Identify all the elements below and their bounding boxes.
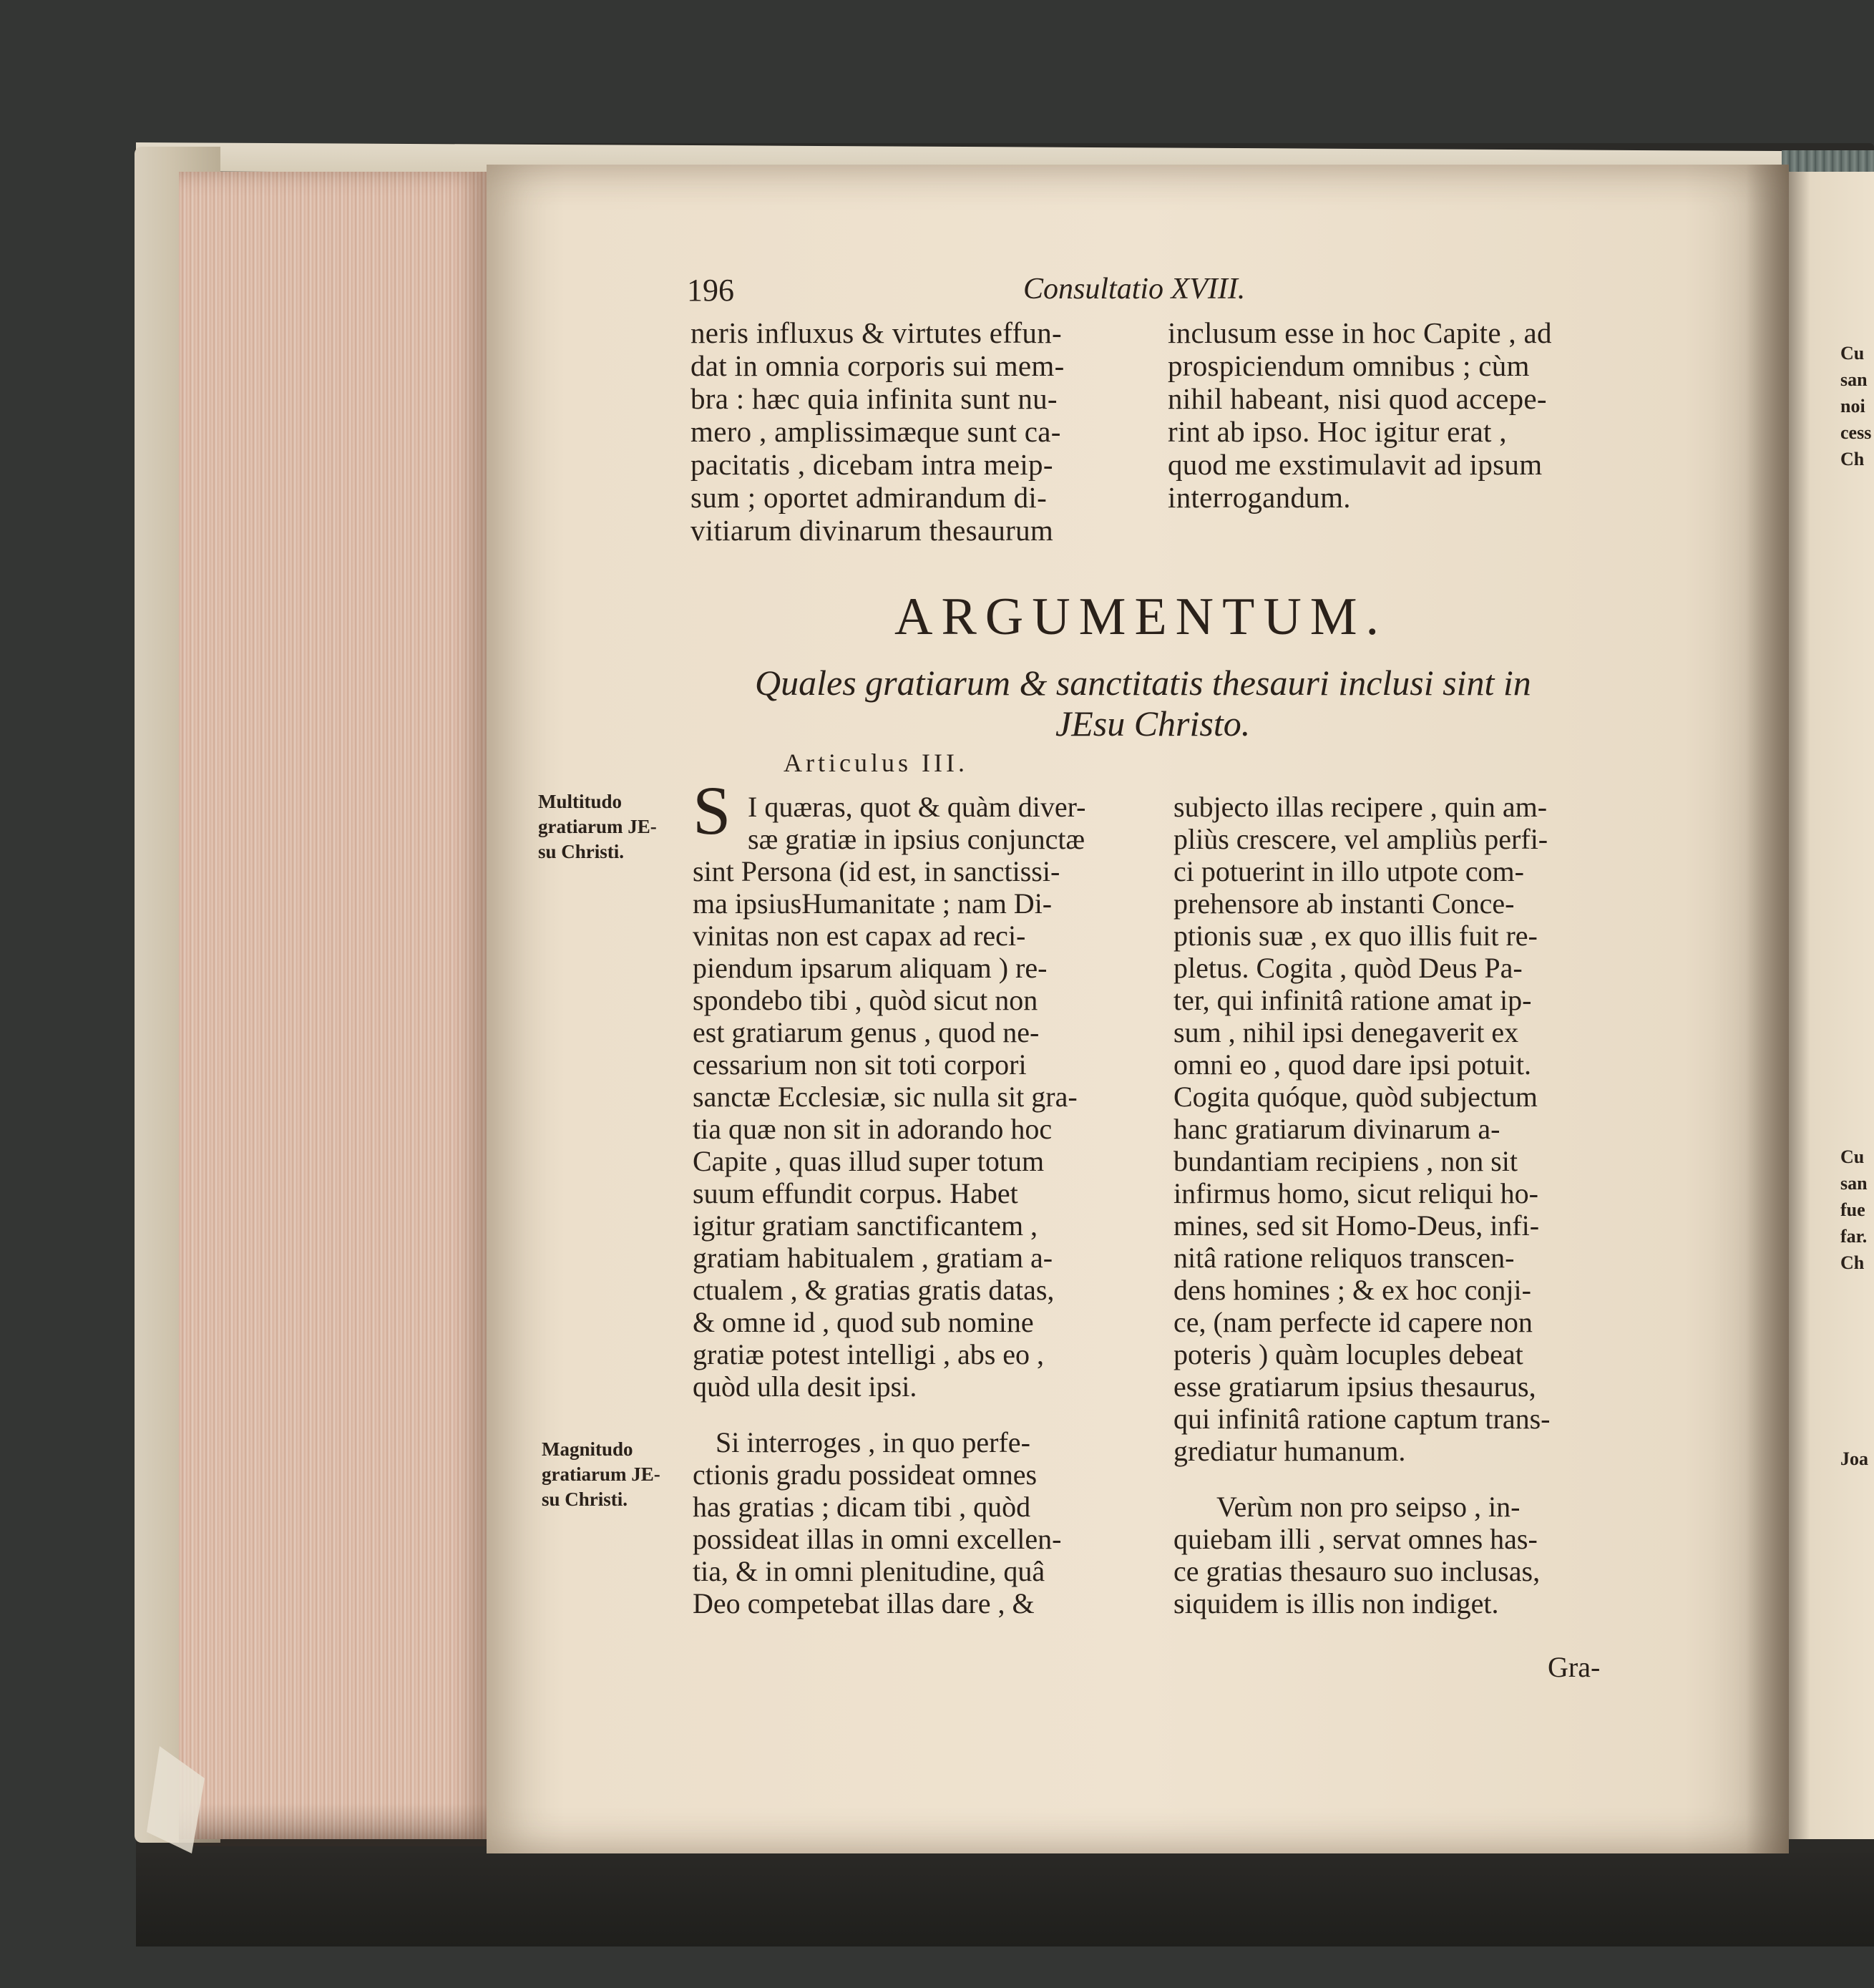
text-line: subjecto illas recipere , quin am- xyxy=(1173,791,1548,823)
text-line: prehensore ab instanti Conce- xyxy=(1173,887,1515,920)
page-196 xyxy=(487,165,1789,1853)
text-line: nitâ ratione reliquos transcen- xyxy=(1173,1242,1515,1274)
text-line: Si interroges , in quo perfe- xyxy=(716,1426,1030,1458)
fragment-line: Joa xyxy=(1840,1448,1868,1469)
text-line: hanc gratiarum divinarum a- xyxy=(1173,1113,1500,1145)
text-line: sint Persona (id est, in sanctissi- xyxy=(693,855,1060,887)
fragment-line: Ch xyxy=(1840,1252,1865,1273)
text-line: tia, & in omni plenitudine, quâ xyxy=(693,1555,1045,1587)
text-line: interrogandum. xyxy=(1168,481,1351,514)
page-block-shadow xyxy=(179,1803,487,1846)
page-gutter-shadow xyxy=(1746,165,1789,1853)
text-line: neris influxus & virtutes effun- xyxy=(690,316,1062,349)
text-line: ctionis gradu possideat omnes xyxy=(693,1458,1038,1491)
fragment-line: cess xyxy=(1840,422,1872,443)
text-line: inclusum esse in hoc Capite , ad xyxy=(1168,316,1552,349)
text-line: sum , nihil ipsi denegaverit ex xyxy=(1173,1016,1519,1048)
text-line: igitur gratiam sanctificantem , xyxy=(693,1209,1038,1242)
text-line: sum ; oportet admirandum di- xyxy=(690,481,1048,514)
text-line: Deo competebat illas dare , & xyxy=(693,1587,1035,1619)
catchword: Gra- xyxy=(1548,1651,1601,1683)
text-line: ce gratias thesauro suo inclusas, xyxy=(1173,1555,1541,1587)
text-line: ter, qui infinitâ ratione amat ip- xyxy=(1173,984,1532,1016)
text-line: Capite , quas illud super totum xyxy=(693,1145,1045,1177)
text-line: quòd ulla desit ipsi. xyxy=(693,1370,917,1403)
fragment-line: far. xyxy=(1840,1226,1868,1247)
drop-capital: S xyxy=(693,772,731,849)
margin-note-line: Magnitudo xyxy=(542,1438,633,1460)
text-line: prospiciendum omnibus ; cùm xyxy=(1168,349,1530,382)
text-line: tia quæ non sit in adorando hoc xyxy=(693,1113,1053,1145)
section-subtitle-line-1: Quales gratiarum & sanctitatis thesauri inclusi sint in xyxy=(755,663,1531,703)
text-line: bra : hæc quia infinita sunt nu- xyxy=(690,382,1058,415)
fragment-line: noi xyxy=(1840,396,1865,416)
text-line: possideat illas in omni excellen- xyxy=(693,1523,1062,1555)
text-line: pacitatis , dicebam intra meip- xyxy=(690,448,1053,481)
text-line: nihil habeant, nisi quod accepe- xyxy=(1168,382,1547,415)
table-shadow xyxy=(136,1853,1874,1946)
fragment-line: san xyxy=(1840,369,1868,390)
running-title: Consultatio XVIII. xyxy=(1023,273,1246,306)
fragment-line: san xyxy=(1840,1173,1868,1194)
text-line: I quæras, quot & quàm diver- xyxy=(748,791,1086,823)
text-line: dat in omnia corporis sui mem- xyxy=(690,349,1065,382)
margin-note-line: gratiarum JE- xyxy=(538,816,657,837)
section-heading: ARGUMENTUM. xyxy=(894,588,1388,646)
text-line: piendum ipsarum aliquam ) re- xyxy=(693,952,1048,984)
text-line: quod me exstimulavit ad ipsum xyxy=(1168,448,1543,481)
text-line: mero , amplissimæque sunt ca- xyxy=(690,415,1061,448)
section-subtitle-line-2: JEsu Christo. xyxy=(1055,703,1251,744)
text-line: ci potuerint in illo utpote com- xyxy=(1173,855,1524,887)
fragment-line: Ch xyxy=(1840,449,1865,469)
text-line: ctualem , & gratias gratis datas, xyxy=(693,1274,1055,1306)
text-line: bundantiam recipiens , non sit xyxy=(1173,1145,1518,1177)
margin-note-line: Multitudo xyxy=(538,791,623,812)
text-line: quiebam illi , servat omnes has- xyxy=(1173,1523,1538,1555)
text-line: gratiam habitualem , gratiam a- xyxy=(693,1242,1053,1274)
text-line: has gratias ; dicam tibi , quòd xyxy=(693,1491,1031,1523)
text-line: mines, sed sit Homo-Deus, infi- xyxy=(1173,1209,1540,1242)
text-line: ce, (nam perfecte id capere non xyxy=(1173,1306,1533,1338)
text-line: siquidem is illis non indiget. xyxy=(1173,1587,1499,1619)
text-line: Cogita quóque, quòd subjectum xyxy=(1173,1081,1538,1113)
fragment-line: Cu xyxy=(1840,1146,1865,1167)
text-line: pliùs crescere, vel ampliùs perfi- xyxy=(1173,823,1548,855)
text-line: grediatur humanum. xyxy=(1173,1435,1406,1467)
page-block-edges xyxy=(179,172,487,1839)
article-label: Articulus III. xyxy=(784,749,968,777)
text-line: qui infinitâ ratione captum trans- xyxy=(1173,1403,1551,1435)
text-line: sæ gratiæ in ipsius conjunctæ xyxy=(748,823,1085,855)
text-line: infirmus homo, sicut reliqui ho- xyxy=(1173,1177,1538,1209)
text-line: Verùm non pro seipso , in- xyxy=(1216,1491,1521,1523)
text-line: pletus. Cogita , quòd Deus Pa- xyxy=(1173,952,1523,984)
text-line: esse gratiarum ipsius thesaurus, xyxy=(1173,1370,1536,1403)
text-line: suum effundit corpus. Habet xyxy=(693,1177,1018,1209)
text-line: dens homines ; & ex hoc conji- xyxy=(1173,1274,1531,1306)
text-line: & omne id , quod sub nomine xyxy=(693,1306,1034,1338)
text-line: gratiæ potest intelligi , abs eo , xyxy=(693,1338,1045,1370)
page-number: 196 xyxy=(687,273,734,308)
margin-note-line: su Christi. xyxy=(538,841,625,862)
text-line: spondebo tibi , quòd sicut non xyxy=(693,984,1038,1016)
fragment-line: Cu xyxy=(1840,343,1865,364)
margin-note-line: gratiarum JE- xyxy=(542,1463,660,1485)
text-line: vinitas non est capax ad reci- xyxy=(693,920,1026,952)
text-line: poteris ) quàm locuples debeat xyxy=(1173,1338,1523,1370)
text-line: est gratiarum genus , quod ne- xyxy=(693,1016,1040,1048)
text-line: rint ab ipso. Hoc igitur erat , xyxy=(1168,415,1507,448)
text-line: ma ipsiusHumanitate ; nam Di- xyxy=(693,887,1053,920)
text-line: ptionis suæ , ex quo illis fuit re- xyxy=(1173,920,1538,952)
text-line: sanctæ Ecclesiæ, sic nulla sit gra- xyxy=(693,1081,1078,1113)
margin-note-line: su Christi. xyxy=(542,1488,628,1510)
text-line: omni eo , quod dare ipsi potuit. xyxy=(1173,1048,1531,1081)
text-line: vitiarum divinarum thesaurum xyxy=(690,514,1054,547)
fragment-line: fue xyxy=(1840,1199,1865,1220)
text-line: cessarium non sit toti corpori xyxy=(693,1048,1027,1081)
